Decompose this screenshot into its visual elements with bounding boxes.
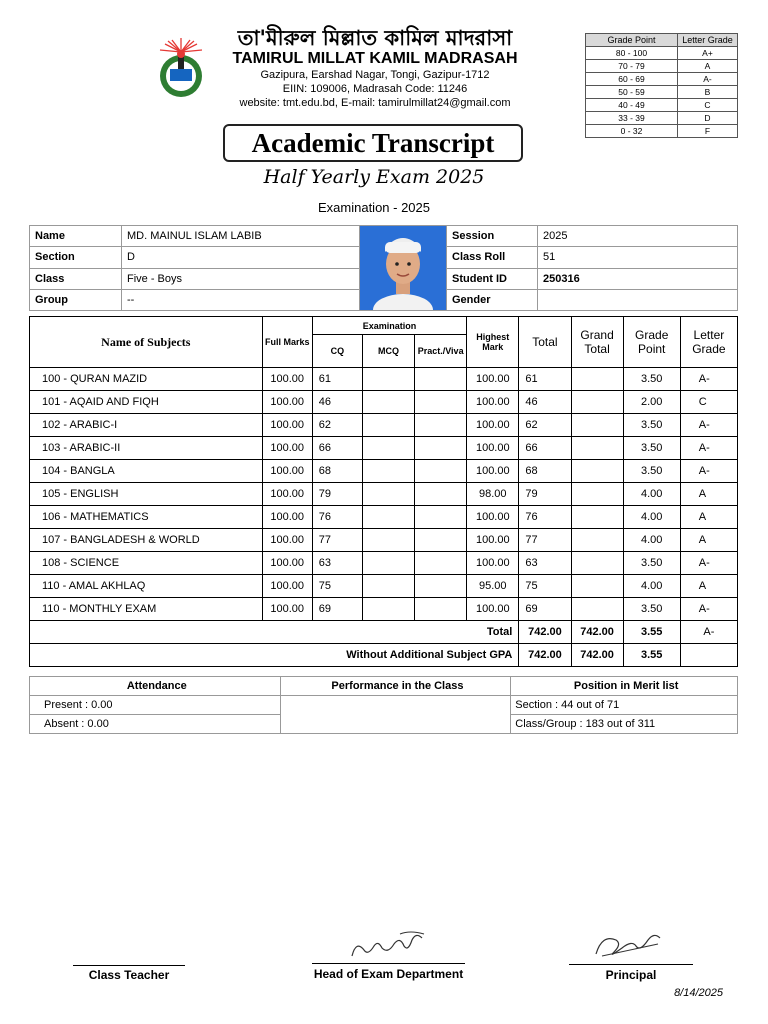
- subject-letter-grade: A-: [680, 598, 737, 621]
- school-name-english: TAMIRUL MILLAT KAMIL MADRASAH: [232, 50, 518, 67]
- subject-name: 101 - AQAID AND FIQH: [30, 391, 263, 414]
- grade-scale-row: [586, 47, 738, 60]
- full-marks: 100.00: [262, 575, 312, 598]
- page-title: Academic Transcript: [223, 124, 523, 162]
- grade-letter: A: [678, 60, 738, 73]
- total-gpa: 3.55: [623, 621, 680, 644]
- subject-grade-point: 4.00: [623, 529, 680, 552]
- highest-mark: 95.00: [467, 575, 519, 598]
- examination-year: Examination - 2025: [317, 200, 430, 215]
- subject-name: 102 - ARABIC-I: [30, 414, 263, 437]
- roll-label: Class Roll: [447, 247, 538, 268]
- full-marks: 100.00: [262, 368, 312, 391]
- highest-mark: 100.00: [467, 506, 519, 529]
- practical-mark: [415, 437, 467, 460]
- subject-total: 61: [519, 368, 571, 391]
- grade-range: 0 - 32: [586, 125, 678, 138]
- cq-mark: 69: [312, 598, 362, 621]
- subject-total: 46: [519, 391, 571, 414]
- subject-name: 110 - MONTHLY EXAM: [30, 598, 263, 621]
- group-value: --: [122, 289, 360, 310]
- subject-grand-total: [571, 414, 623, 437]
- head-exam-label: Head of Exam Department: [313, 967, 464, 981]
- print-date: 8/14/2025: [674, 987, 723, 999]
- practical-mark: [415, 552, 467, 575]
- subject-grand-total: [571, 368, 623, 391]
- subject-name: 110 - AMAL AKHLAQ: [30, 575, 263, 598]
- subject-row: [30, 598, 738, 621]
- practical-mark: [415, 391, 467, 414]
- full-marks: 100.00: [262, 552, 312, 575]
- highest-mark: 100.00: [467, 368, 519, 391]
- mcq-mark: [362, 552, 414, 575]
- mcq-header: MCQ: [362, 335, 414, 368]
- student-info-table: [29, 225, 738, 311]
- subject-total: 66: [519, 437, 571, 460]
- practical-mark: [415, 506, 467, 529]
- grade-range: 80 - 100: [586, 47, 678, 60]
- performance-cell: [280, 696, 511, 734]
- subject-row: [30, 483, 738, 506]
- grade-letter: A+: [678, 47, 738, 60]
- subject-total: 63: [519, 552, 571, 575]
- subject-name: 104 - BANGLA: [30, 460, 263, 483]
- cq-mark: 61: [312, 368, 362, 391]
- grade-scale-row: [586, 73, 738, 86]
- full-marks: 100.00: [262, 437, 312, 460]
- position-header: Position in Merit list: [511, 677, 738, 696]
- grade-scale-row: [586, 60, 738, 73]
- subject-row: [30, 391, 738, 414]
- subject-grand-total: [571, 529, 623, 552]
- subject-total: 68: [519, 460, 571, 483]
- session-value: 2025: [538, 226, 738, 247]
- subject-grade-point: 4.00: [623, 575, 680, 598]
- subject-grand-total: [571, 552, 623, 575]
- highest-mark: 100.00: [467, 391, 519, 414]
- full-marks: 100.00: [262, 598, 312, 621]
- grade-letter: A-: [678, 73, 738, 86]
- subject-grand-total: [571, 460, 623, 483]
- without-additional-total: 742.00: [519, 644, 571, 667]
- subject-row: [30, 437, 738, 460]
- examination-header: Examination: [312, 317, 466, 335]
- session-label: Session: [447, 226, 538, 247]
- grade-range: 60 - 69: [586, 73, 678, 86]
- subject-row: [30, 552, 738, 575]
- subject-row: [30, 506, 738, 529]
- subject-letter-grade: C: [680, 391, 737, 414]
- student-photo: [360, 226, 447, 311]
- cq-mark: 63: [312, 552, 362, 575]
- mcq-mark: [362, 391, 414, 414]
- grade-scale-table: [585, 33, 738, 138]
- subject-grade-point: 3.50: [623, 552, 680, 575]
- subject-letter-grade: A: [680, 483, 737, 506]
- cq-header: CQ: [312, 335, 362, 368]
- mcq-mark: [362, 598, 414, 621]
- grade-range: 70 - 79: [586, 60, 678, 73]
- letter-grade-header: Letter Grade: [680, 317, 737, 368]
- grade-scale-row: [586, 112, 738, 125]
- highest-mark: 100.00: [467, 437, 519, 460]
- absent-count: Absent : 0.00: [30, 715, 281, 734]
- total-sum: 742.00: [519, 621, 571, 644]
- exam-name: Half Yearly Exam 2025: [263, 166, 485, 188]
- subject-total: 62: [519, 414, 571, 437]
- subject-total: 77: [519, 529, 571, 552]
- gender-label: Gender: [447, 289, 538, 310]
- grade-letter: C: [678, 99, 738, 112]
- subject-row: [30, 414, 738, 437]
- practical-mark: [415, 575, 467, 598]
- subject-grand-total: [571, 575, 623, 598]
- without-additional-gpa: 3.55: [623, 644, 680, 667]
- school-name-bangla: তা'মীরুল মিল্লাত কামিল মাদরাসা: [237, 26, 513, 50]
- mcq-mark: [362, 529, 414, 552]
- mcq-mark: [362, 368, 414, 391]
- subject-grade-point: 2.00: [623, 391, 680, 414]
- subject-total: 69: [519, 598, 571, 621]
- full-marks: 100.00: [262, 483, 312, 506]
- section-label: Section: [30, 247, 122, 268]
- subject-name: 100 - QURAN MAZID: [30, 368, 263, 391]
- total-label: Total: [30, 621, 519, 644]
- exam-head-signature: [350, 926, 430, 962]
- subject-grand-total: [571, 483, 623, 506]
- practical-mark: [415, 460, 467, 483]
- subject-name: 105 - ENGLISH: [30, 483, 263, 506]
- subject-grade-point: 3.50: [623, 598, 680, 621]
- full-marks: 100.00: [262, 414, 312, 437]
- mcq-mark: [362, 575, 414, 598]
- school-contact: website: tmt.edu.bd, E-mail: tamirulmillat24@gmail.com: [239, 97, 511, 109]
- grade-point-header: Grade Point: [623, 317, 680, 368]
- grade-letter: F: [678, 125, 738, 138]
- highest-mark: 98.00: [467, 483, 519, 506]
- highest-mark: 100.00: [467, 598, 519, 621]
- subject-total: 75: [519, 575, 571, 598]
- school-logo: [150, 36, 212, 98]
- subject-row: [30, 368, 738, 391]
- mcq-mark: [362, 483, 414, 506]
- without-additional-empty: [680, 644, 737, 667]
- subject-name: 107 - BANGLADESH & WORLD: [30, 529, 263, 552]
- subject-grand-total: [571, 598, 623, 621]
- cq-mark: 66: [312, 437, 362, 460]
- subject-letter-grade: A: [680, 575, 737, 598]
- highest-mark: 100.00: [467, 414, 519, 437]
- subject-name: 108 - SCIENCE: [30, 552, 263, 575]
- practical-header: Pract./Viva: [415, 335, 467, 368]
- student-name: MD. MAINUL ISLAM LABIB: [122, 226, 360, 247]
- principal-label: Principal: [605, 968, 657, 982]
- grade-scale-row: [586, 86, 738, 99]
- full-marks: 100.00: [262, 506, 312, 529]
- group-label: Group: [30, 289, 122, 310]
- mcq-mark: [362, 437, 414, 460]
- highest-mark: 100.00: [467, 460, 519, 483]
- performance-header: Performance in the Class: [280, 677, 511, 696]
- full-marks: 100.00: [262, 460, 312, 483]
- class-teacher-label: Class Teacher: [88, 968, 170, 982]
- full-marks: 100.00: [262, 391, 312, 414]
- subject-letter-grade: A-: [680, 414, 737, 437]
- subject-grade-point: 4.00: [623, 506, 680, 529]
- subject-letter-grade: A-: [680, 460, 737, 483]
- highest-mark: 100.00: [467, 552, 519, 575]
- class-teacher-line: [73, 965, 185, 966]
- cq-mark: 68: [312, 460, 362, 483]
- grade-letter: B: [678, 86, 738, 99]
- school-codes: EIIN: 109006, Madrasah Code: 11246: [282, 83, 468, 95]
- cq-mark: 46: [312, 391, 362, 414]
- grade-scale-header: Letter Grade: [678, 34, 738, 47]
- mcq-mark: [362, 460, 414, 483]
- cq-mark: 76: [312, 506, 362, 529]
- name-label: Name: [30, 226, 122, 247]
- highest-mark: 100.00: [467, 529, 519, 552]
- subject-grade-point: 3.50: [623, 414, 680, 437]
- subject-letter-grade: A: [680, 529, 737, 552]
- student-id-value: 250316: [538, 268, 738, 289]
- school-address: Gazipura, Earshad Nagar, Tongi, Gazipur-1712: [260, 69, 490, 81]
- subject-grade-point: 4.00: [623, 483, 680, 506]
- class-value: Five - Boys: [122, 268, 360, 289]
- marks-table: [29, 316, 738, 667]
- subject-letter-grade: A-: [680, 437, 737, 460]
- subject-total: 76: [519, 506, 571, 529]
- subject-row: [30, 529, 738, 552]
- section-position: Section : 44 out of 71: [511, 696, 738, 715]
- subject-letter-grade: A-: [680, 552, 737, 575]
- grade-range: 33 - 39: [586, 112, 678, 125]
- principal-signature: [592, 924, 664, 962]
- subject-grand-total: [571, 506, 623, 529]
- cq-mark: 75: [312, 575, 362, 598]
- section-value: D: [122, 247, 360, 268]
- subject-total: 79: [519, 483, 571, 506]
- subject-grade-point: 3.50: [623, 460, 680, 483]
- grade-scale-row: [586, 99, 738, 112]
- mcq-mark: [362, 414, 414, 437]
- grade-scale-row: [586, 125, 738, 138]
- cq-mark: 79: [312, 483, 362, 506]
- class-position: Class/Group : 183 out of 311: [511, 715, 738, 734]
- present-count: Present : 0.00: [30, 696, 281, 715]
- full-marks-header: Full Marks: [262, 317, 312, 368]
- grade-range: 40 - 49: [586, 99, 678, 112]
- practical-mark: [415, 529, 467, 552]
- attendance-header: Attendance: [30, 677, 281, 696]
- subject-grade-point: 3.50: [623, 437, 680, 460]
- principal-line: [569, 964, 693, 965]
- class-label: Class: [30, 268, 122, 289]
- gender-value: [538, 289, 738, 310]
- grand-total-sum: 742.00: [571, 621, 623, 644]
- attendance-table: [29, 676, 738, 734]
- subject-name: 103 - ARABIC-II: [30, 437, 263, 460]
- student-id-label: Student ID: [447, 268, 538, 289]
- mcq-mark: [362, 506, 414, 529]
- grade-letter: D: [678, 112, 738, 125]
- subject-name: 106 - MATHEMATICS: [30, 506, 263, 529]
- subject-row: [30, 575, 738, 598]
- total-letter-grade: A-: [680, 621, 737, 644]
- practical-mark: [415, 368, 467, 391]
- subject-grand-total: [571, 391, 623, 414]
- subject-letter-grade: A-: [680, 368, 737, 391]
- total-header: Total: [519, 317, 571, 368]
- practical-mark: [415, 414, 467, 437]
- practical-mark: [415, 598, 467, 621]
- without-additional-grand: 742.00: [571, 644, 623, 667]
- grade-range: 50 - 59: [586, 86, 678, 99]
- practical-mark: [415, 483, 467, 506]
- cq-mark: 62: [312, 414, 362, 437]
- grand-total-header: Grand Total: [571, 317, 623, 368]
- subject-letter-grade: A: [680, 506, 737, 529]
- grade-scale-header: Grade Point: [586, 34, 678, 47]
- cq-mark: 77: [312, 529, 362, 552]
- roll-value: 51: [538, 247, 738, 268]
- subject-grade-point: 3.50: [623, 368, 680, 391]
- subject-header: Name of Subjects: [30, 317, 263, 368]
- head-exam-line: [312, 963, 465, 964]
- highest-mark-header: Highest Mark: [467, 317, 519, 368]
- without-additional-label: Without Additional Subject GPA: [30, 644, 519, 667]
- full-marks: 100.00: [262, 529, 312, 552]
- subject-grand-total: [571, 437, 623, 460]
- subject-row: [30, 460, 738, 483]
